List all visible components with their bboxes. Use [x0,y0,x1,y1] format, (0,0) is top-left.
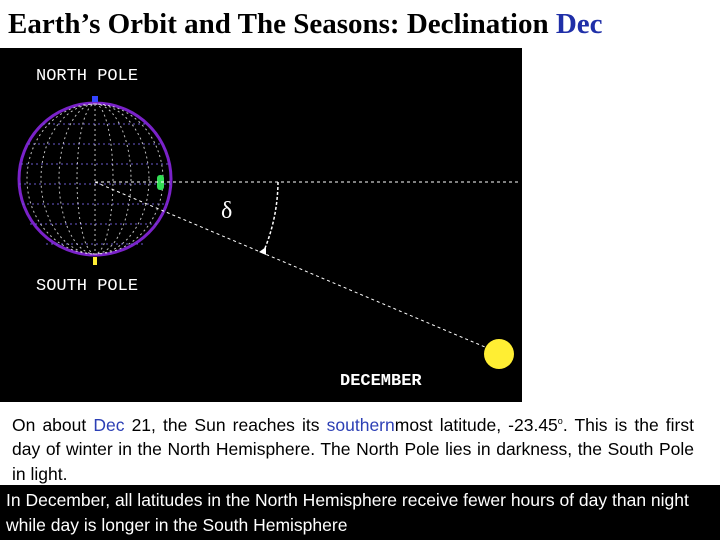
north-pole-marker [92,96,98,102]
title-main: Earth’s Orbit and The Seasons: Declination [8,8,556,40]
declination-arc [263,182,278,253]
sun-icon [484,339,514,369]
caption-highlight-dec: Dec [93,414,125,435]
caption-highlight-southern: southern [326,414,395,435]
south-pole-marker [93,257,97,265]
delta-symbol: δ [221,198,233,224]
arc-arrowhead [259,247,266,255]
south-pole-label: SOUTH POLE [36,277,139,296]
north-pole-label: NORTH POLE [36,67,139,86]
month-label: DECEMBER [340,372,422,391]
footer-banner [0,485,720,540]
sun-ray-line [95,182,492,350]
degree-superscript: o [557,416,563,426]
caption-part-1: On about [12,414,94,435]
footer-text: In December, all latitudes in the North Hemisphere receive fewer hours of day than night while day is longer in the South Hemisphere [6,490,689,535]
page-title [8,8,603,41]
caption-part-4: . This is the first day of winter in the North Hemisphere. The North Pole lies in darkness, the South Pole in light. [12,414,694,484]
diagram-canvas [0,48,522,402]
caption-part-2: 21, the Sun reaches its [124,414,327,435]
title-accent: Dec [555,8,603,40]
globe-meridians [27,104,163,254]
caption-part-3: most latitude, -23.45 [394,414,558,435]
declination-diagram [0,48,522,402]
caption-text [12,409,694,486]
